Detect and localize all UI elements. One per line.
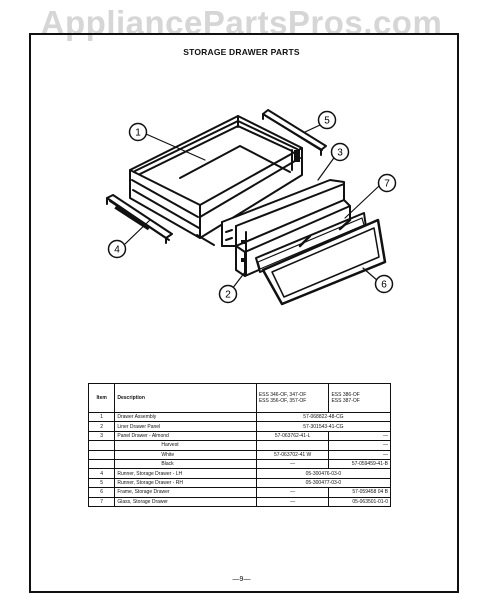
header-model-a-line2: ESS 356-OF, 357-OF [258,398,307,404]
row-item-number: 1 [89,413,115,422]
header-model-group-a [256,384,329,413]
page-number: —9— [232,576,251,583]
row-item-number [89,459,115,468]
row-description: Runner, Storage Drawer - RH [115,478,256,487]
row-part-number: 05-300476-03-0 [256,469,390,478]
header-model-group-b [329,384,391,413]
table-row [89,459,391,468]
callout-4-label: 4 [114,244,120,256]
table-row [89,488,391,497]
row-part-number-b: 57-059458 04 B [329,488,391,497]
callout-5 [319,112,336,129]
callout-1 [130,124,147,141]
row-description: Liner Drawer Panel [115,422,256,431]
table-row [89,422,391,431]
table-row [89,478,391,487]
callout-6-label: 6 [381,279,387,291]
watermark-text: AppliancePartsPros.com [40,4,443,41]
row-part-number-a: 57-063702-41 W [256,450,329,459]
row-item-number: 7 [89,497,115,506]
row-description: Harvest [115,441,256,450]
table-row [89,431,391,440]
callout-3 [332,144,349,161]
row-part-number-a: — [256,497,329,506]
row-part-number-a [256,441,329,450]
callout-6 [376,276,393,293]
header-item: Item [89,384,115,413]
row-item-number: 6 [89,488,115,497]
row-part-number-b: 57-059459-41-B [329,459,391,468]
header-model-b-line1: ESS 386-OF [331,392,360,398]
callout-3-label: 3 [337,147,343,159]
row-description: White [115,450,256,459]
parts-table-body [89,413,391,507]
callout-2-label: 2 [225,289,231,301]
row-description: Runner, Storage Drawer - LH [115,469,256,478]
page-title: STORAGE DRAWER PARTS [183,47,300,57]
callout-5-label: 5 [324,115,330,127]
row-part-number: 05-300477-03-0 [256,478,390,487]
header-model-a-line1: ESS 346-OF, 347-OF [258,392,307,398]
parts-table-header-row [89,384,391,413]
callout-1-label: 1 [135,127,141,139]
row-part-number-b: 05-063501-01-0 [329,497,391,506]
row-part-number-a: — [256,459,329,468]
callout-4 [109,241,126,258]
row-part-number: 57-068822-48-CG [256,413,390,422]
row-item-number: 5 [89,478,115,487]
parts-table [88,383,391,507]
row-description: Panel Drawer - Almond [115,431,256,440]
row-description: Glass, Storage Drawer [115,497,256,506]
runner-lh-part [107,195,172,243]
row-description: Drawer Assembly [115,413,256,422]
table-row [89,469,391,478]
row-part-number-a: 57-063762-41-L [256,431,329,440]
callout-7-label: 7 [384,178,390,190]
table-row [89,497,391,506]
row-part-number-a: — [256,488,329,497]
header-model-b-line2: ESS 387-OF [331,398,360,404]
table-row [89,413,391,422]
row-part-number: 57-301543-41-CG [256,422,390,431]
table-row [89,441,391,450]
row-part-number-b: — [329,450,391,459]
row-item-number: 4 [89,469,115,478]
row-part-number-b: — [329,441,391,450]
row-item-number: 3 [89,431,115,440]
row-description: Black [115,459,256,468]
header-description: Description [115,384,256,413]
row-description: Frame, Storage Drawer [115,488,256,497]
callout-2 [220,286,237,303]
row-item-number: 2 [89,422,115,431]
row-part-number-b: — [329,431,391,440]
table-row [89,450,391,459]
row-item-number [89,450,115,459]
callout-7 [379,175,396,192]
row-item-number [89,441,115,450]
